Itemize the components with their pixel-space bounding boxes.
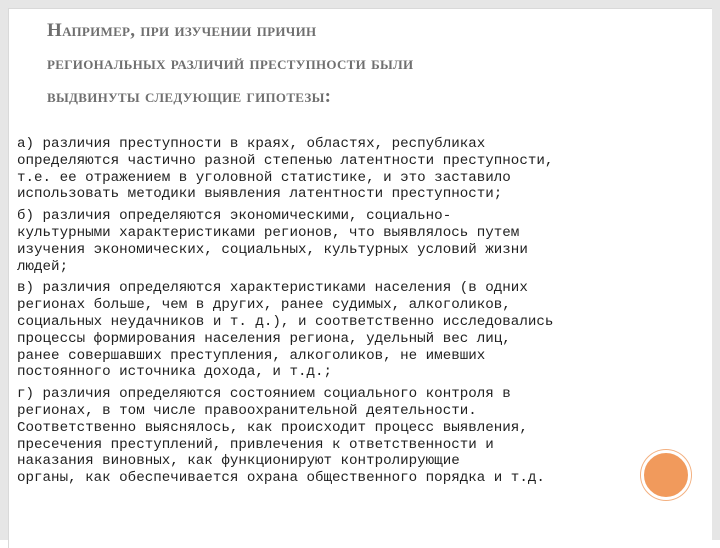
text-line: пресечения преступлений, привлечения к ответственности и (17, 436, 494, 453)
text-line: в) различия определяются характеристиками населения (в одних (17, 280, 528, 297)
text-line: регионах, в том числе правоохранительной деятельности. (17, 402, 477, 419)
text-line: наказания виновных, как функционируют контролирующие (17, 453, 460, 470)
slide-frame-left (0, 0, 8, 540)
text-line: органы, как обеспечивается охрана общественного порядка и т.д. (17, 470, 545, 487)
text-line: социальных неудачников и т. д.), и соответственно исследовались (17, 313, 554, 330)
slide-frame-right (712, 0, 720, 540)
text-line: культурными характеристиками регионов, что выявлялось путем (17, 224, 520, 241)
text-line: использовать методики выявления латентности преступности; (17, 186, 503, 203)
decorative-circle (641, 450, 691, 500)
text-line: регионах больше, чем в других, ранее судимых, алкоголиков, (17, 297, 511, 314)
text-line: т.е. ее отражением в уголовной статистике, и это заставило (17, 169, 511, 186)
slide-frame-top (0, 0, 720, 8)
text-line: ранее совершавших преступления, алкоголиков, не имевших (17, 347, 486, 364)
text-line: изучения экономических, социальных, культурных условий жизни (17, 241, 528, 258)
title-line: Например, при изучении причин (47, 20, 317, 41)
title-line: выдвинуты следующие гипотезы: (47, 86, 332, 107)
title-line: региональных различий преступности были (47, 53, 414, 74)
text-line: а) различия преступности в краях, областях, республиках (17, 136, 486, 152)
text-line: Соответственно выяснялось, как происходит процесс выявления, (17, 419, 528, 436)
text-line: постоянного источника дохода, и т.д.; (17, 364, 333, 381)
hypothesis-c (17, 280, 647, 381)
slide-body (17, 136, 647, 492)
text-line: процессы формирования населения региона, удельный вес лиц, (17, 330, 511, 347)
hypothesis-a (17, 136, 647, 203)
text-line: определяются частично разной степенью латентности преступности, (17, 152, 554, 169)
hypothesis-b (17, 208, 647, 275)
text-line: людей; (17, 258, 69, 275)
hypothesis-d (17, 386, 647, 487)
text-line: г) различия определяются состоянием социального контроля в (17, 386, 511, 403)
text-line: б) различия определяются экономическими, социально- (17, 208, 452, 225)
slide-title (47, 14, 647, 113)
